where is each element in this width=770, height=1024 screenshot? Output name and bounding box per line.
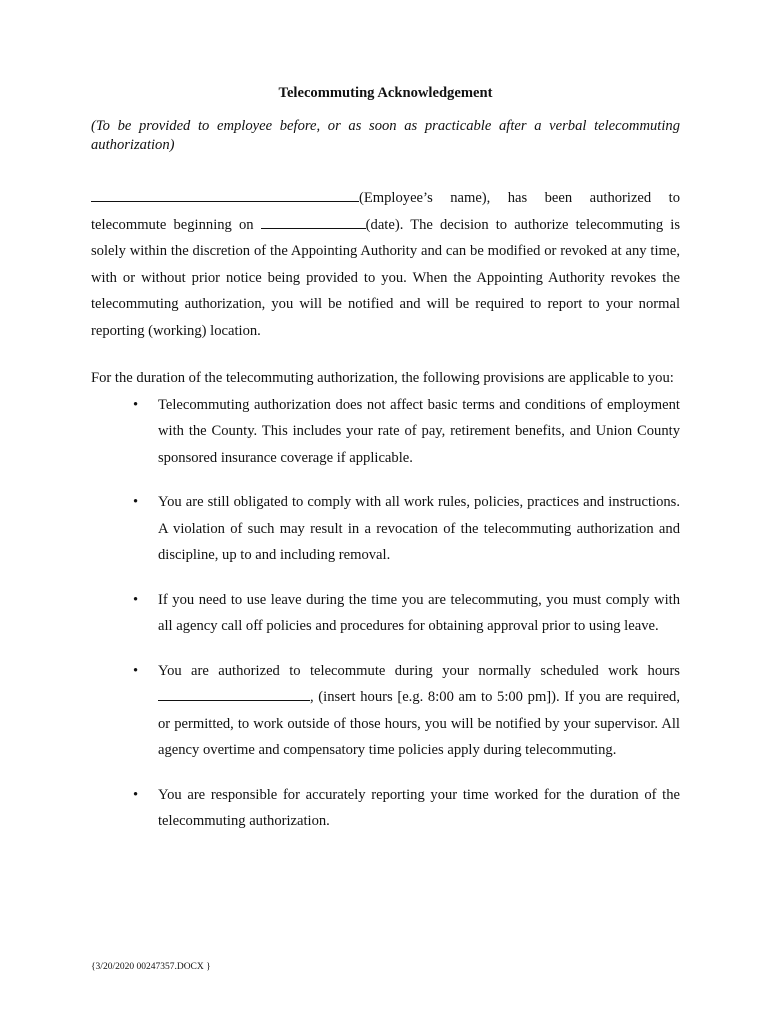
list-item [91, 658, 680, 764]
list-item [91, 782, 680, 835]
document-body [91, 80, 680, 835]
employee-name-label: (Employee’s name), has been authorized to [359, 190, 680, 206]
date-line [91, 212, 680, 239]
hours-line: You are authorized to telecommute during your normally scheduled work hours [158, 662, 680, 679]
list-item-text: You are responsible for accurately reporting your time worked for the duration of the telecommuting authorization. [158, 786, 680, 829]
provisions-intro: For the duration of the telecommuting authorization, the following provisions are applicable to you: [91, 370, 674, 386]
employee-name-blank[interactable] [91, 187, 359, 202]
bullet-icon: • [133, 591, 139, 608]
list-item [91, 489, 680, 569]
list-item [91, 392, 680, 472]
hours-rest [158, 684, 680, 764]
list-item-text: You are still obligated to comply with all work rules, policies, practices and instructions. A violation of such may result in a revocation of the telecommuting authorization and discipline, up to and including removal. [158, 494, 680, 563]
telecommute-prefix: telecommute beginning on [91, 216, 261, 233]
document-title: Telecommuting Acknowledgement [278, 85, 493, 101]
bullet-icon: • [133, 396, 139, 413]
document-subtitle: (To be provided to employee before, or as soon as practicable after a verbal telecommuting authorization) [91, 118, 680, 153]
provisions-list [91, 392, 680, 835]
date-label: (date). The decision to authorize telecommuting is [365, 216, 680, 233]
hours-rest-text: , (insert hours [e.g. 8:00 am to 5:00 pm]). If you are required, or permitted, to work outside of those hours, you will be notified by your supervisor. All agency overtime and compensatory time policies apply during telecommuting. [158, 689, 680, 758]
bullet-icon: • [133, 662, 139, 679]
list-item-text: Telecommuting authorization does not affect basic terms and conditions of employment with the County. This includes your rate of pay, retirement benefits, and Union County sponsored insurance coverage if applicable. [158, 396, 680, 466]
employee-line [91, 185, 680, 212]
work-hours-blank[interactable] [158, 686, 310, 701]
authorization-rest: solely within the discretion of the Appointing Authority and can be modified or revoked at any time, with or without prior notice being provided to you. When the Appointing Authority revokes the telecommuting authorization, you will be notified and will be required to report to your normal reporting (working) location. [91, 243, 680, 339]
list-item-text: If you need to use leave during the time you are telecommuting, you must comply with all agency call off policies and procedures for obtaining approval prior to using leave. [158, 591, 680, 634]
start-date-blank[interactable] [261, 214, 366, 229]
bullet-icon: • [133, 494, 139, 510]
list-item [91, 587, 680, 640]
document-footer: {3/20/2020 00247357.DOCX } [91, 962, 211, 972]
bullet-icon: • [133, 786, 139, 803]
authorization-paragraph [91, 185, 680, 344]
